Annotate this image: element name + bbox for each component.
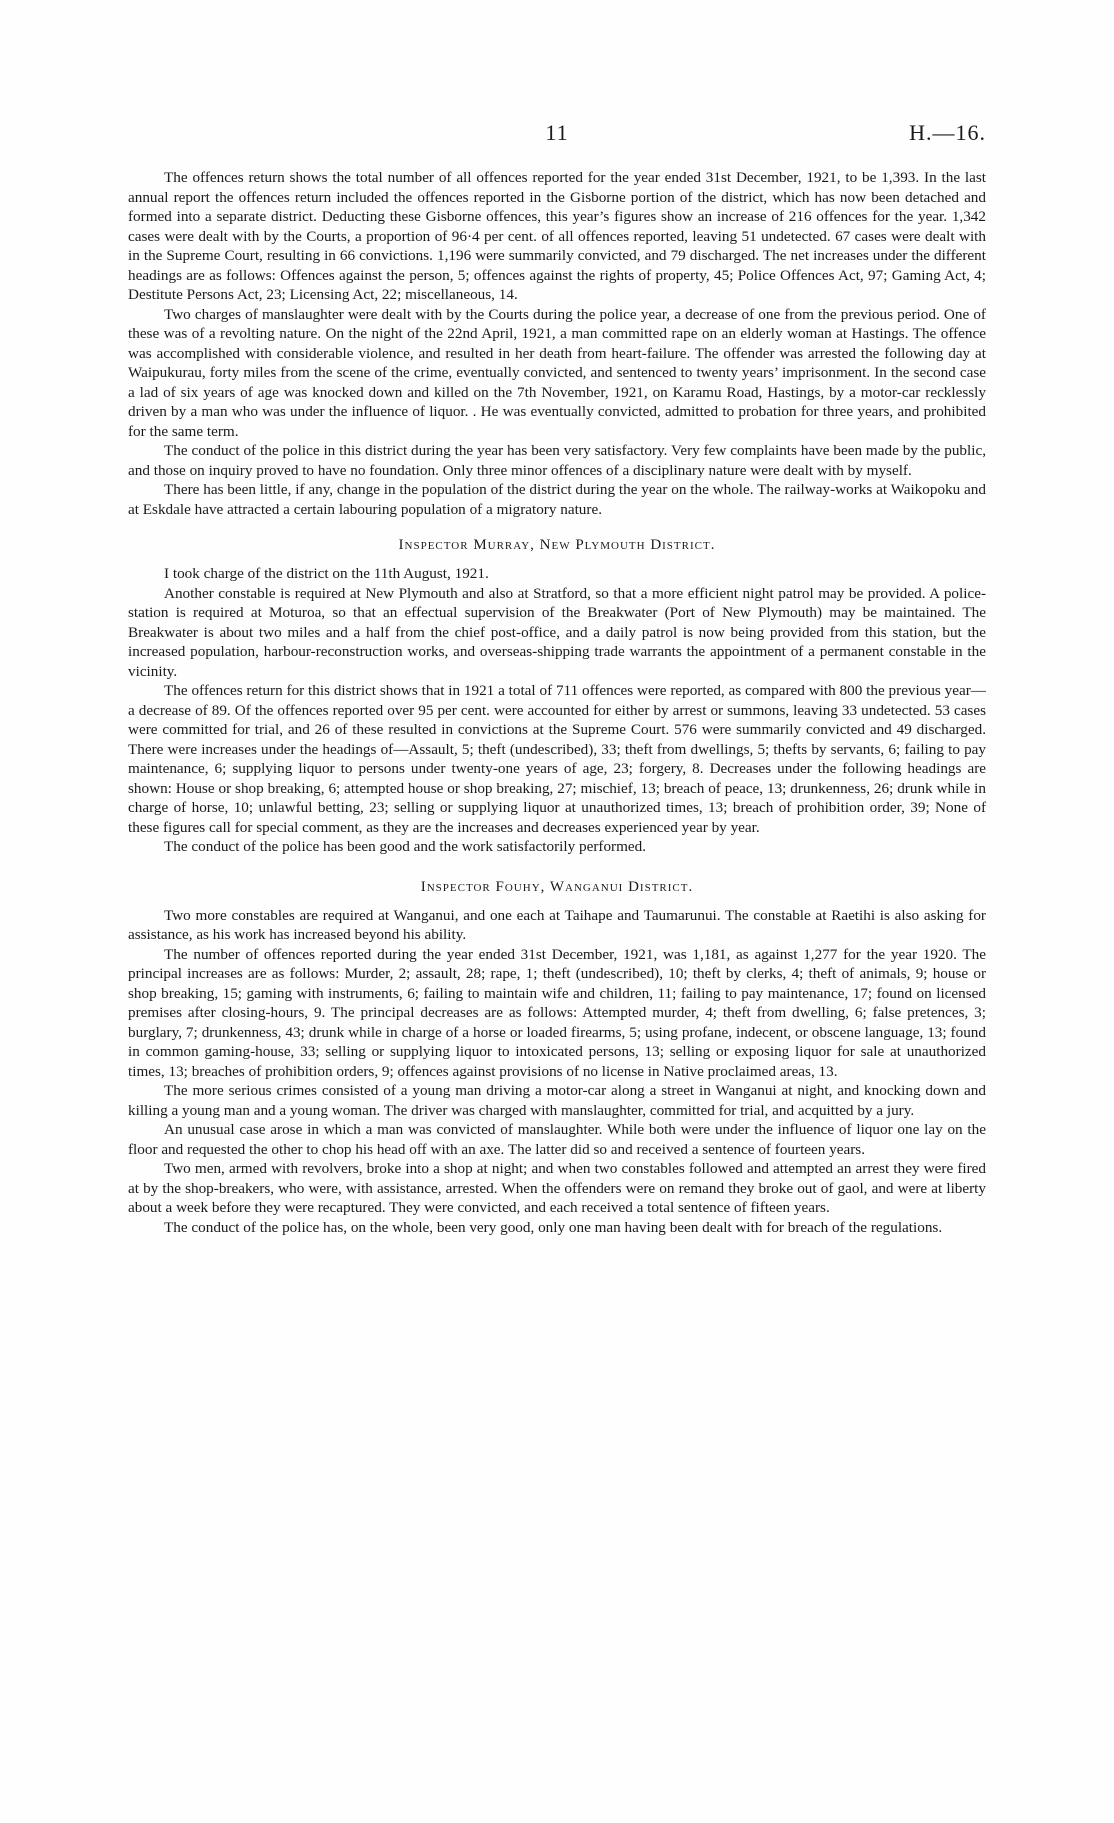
- paragraph: The conduct of the police in this district during the year has been very satisfactory. Very few complaints have been made by the public, and those on inquiry proved to have no foundation. Only three minor offences of a disciplinary nature were dealt with by myself.: [128, 442, 986, 479]
- paragraph: The number of offences reported during the year ended 31st December, 1921, was 1,181, as against 1,277 for the year 1920. The principal increases are as follows: Murder, 2; assault, 28; rape, 1; theft (undescribed), 10; theft by clerks, 4; theft of animals, 9; house or shop breaking, 15; gaming with instruments, 6; failing to maintain wife and children, 11; failing to pay maintenance, 17; found on licensed premises after closing-hours, 9. The principal decreases are as follows: Attempted murder, 4; theft from dwelling, 6; false pretences, 3; burglary, 7; drunkenness, 43; drunk while in charge of a horse or loaded firearms, 5; using profane, indecent, or obscene language, 13; found in common gaming-house, 33; selling or supplying liquor to intoxicated persons, 13; selling or exposing liquor for sale at unauthorized times, 13; breaches of prohibition orders, 9; offences against provisions of no license in Native proclaimed areas, 13.: [128, 945, 986, 1080]
- paragraph: An unusual case arose in which a man was convicted of manslaughter. While both were under the influence of liquor one lay on the floor and requested the other to chop his head off with an axe. The latter did so and received a sentence of fourteen years.: [128, 1121, 986, 1158]
- paragraph: The conduct of the police has been good and the work satisfactorily performed.: [164, 838, 647, 855]
- paragraph: The offences return for this district shows that in 1921 a total of 711 offences were reported, as compared with 800 the previous year—a decrease of 89. Of the offences reported over 95 per cent. were accounted for either by arrest or summons, leaving 33 undetected. 53 cases were committed for trial, and 26 of these resulted in convictions at the Supreme Court. 576 were summarily convicted and 49 discharged. There were increases under the headings of—Assault, 5; theft (undescribed), 33; theft from dwellings, 5; thefts by servants, 6; failing to pay maintenance, 6; supplying liquor to persons under twenty-one years of age, 23; forgery, 8. Decreases under the following headings are shown: House or shop breaking, 6; attempted house or shop breaking, 27; mischief, 13; breach of peace, 13; drunkenness, 26; drunk while in charge of horse, 10; unlawful betting, 23; selling or supplying liquor at unauthorized times, 13; breach of prohibition order, 39; None of these figures call for special comment, as they are the increases and decreases experienced year by year.: [128, 682, 986, 836]
- paragraph: Two charges of manslaughter were dealt with by the Courts during the police year, a decrease of one from the previous period. One of these was of a revolting nature. On the night of the 22nd April, 1921, a man committed rape on an elderly woman at Hastings. The offence was accomplished with considerable violence, and resulted in her death from heart-failure. The offender was arrested the following day at Waipukurau, forty miles from the scene of the crime, eventually convicted, and sentenced to twenty years’ imprisonment. In the second case a lad of six years of age was knocked down and killed on the 7th November, 1921, on Karamu Road, Hastings, by a motor-car recklessly driven by a man who was under the influence of liquor. . He was eventually convicted, admitted to probation for three years, and prohibited for the same term.: [128, 305, 986, 440]
- section-heading: Inspector Fouhy, Wanganui District.: [420, 878, 694, 895]
- page-header: [128, 120, 986, 150]
- paragraph: I took charge of the district on the 11th August, 1921.: [164, 565, 489, 582]
- page-number: 11: [545, 120, 569, 145]
- section-hawkes-bay-continued: [128, 168, 986, 519]
- paragraph: The more serious crimes consisted of a young man driving a motor-car along a street in Wanganui at night, and knocking down and killing a young man and a young woman. The driver was charged with manslaughter, committed for trial, and acquitted by a jury.: [128, 1082, 986, 1119]
- document-body: [128, 168, 986, 1237]
- paragraph: Two men, armed with revolvers, broke into a shop at night; and when two constables followed and attempted an arrest they were fired at by the shop-breakers, who were, with assistance, arrested. When the offenders were on remand they broke out of gaol, and were at liberty about a week before they were recaptured. They were convicted, and each received a total sentence of fifteen years.: [128, 1160, 986, 1216]
- paragraph: There has been little, if any, change in the population of the district during the year on the whole. The railway-works at Waikopoku and at Eskdale have attracted a certain labouring population of a migratory nature.: [128, 481, 986, 518]
- section-new-plymouth: [128, 537, 986, 857]
- document-reference: H.—16.: [909, 120, 986, 145]
- paragraph: The conduct of the police has, on the whole, been very good, only one man having been dealt with for breach of the regulations.: [164, 1218, 943, 1236]
- section-heading: Inspector Murray, New Plymouth District.: [398, 537, 716, 553]
- paragraph: Another constable is required at New Plymouth and also at Stratford, so that a more efficient night patrol may be provided. A police-station is required at Moturoa, so that an effectual supervision of the Breakwater (Port of New Plymouth) may be maintained. The Breakwater is about two miles and a half from the chief post-office, and a daily patrol is now being provided from this station, but the increased population, harbour-reconstruction works, and overseas-shipping trade warrants the appointment of a permanent constable in the vicinity.: [128, 584, 986, 680]
- section-wanganui: [128, 879, 986, 1238]
- paragraph: Two more constables are required at Wanganui, and one each at Taihape and Taumarunui. The constable at Raetihi is also asking for assistance, as his work has increased beyond his ability.: [128, 906, 986, 943]
- paragraph: The offences return shows the total number of all offences reported for the year ended 31st December, 1921, to be 1,393. In the last annual report the offences return included the offences reported in the Gisborne portion of the district, which has now been detached and formed into a separate district. Deducting these Gisborne offences, this year’s figures show an increase of 216 offences for the year. 1,342 cases were dealt with by the Courts, a proportion of 96·4 per cent. of all offences reported, leaving 51 undetected. 67 cases were dealt with in the Supreme Court, resulting in 66 convictions. 1,196 were summarily convicted, and 79 discharged. The net increases under the different headings are as follows: Offences against the person, 5; offences against the rights of property, 45; Police Offences Act, 97; Gaming Act, 4; Destitute Persons Act, 23; Licensing Act, 22; miscellaneous, 14.: [128, 169, 986, 303]
